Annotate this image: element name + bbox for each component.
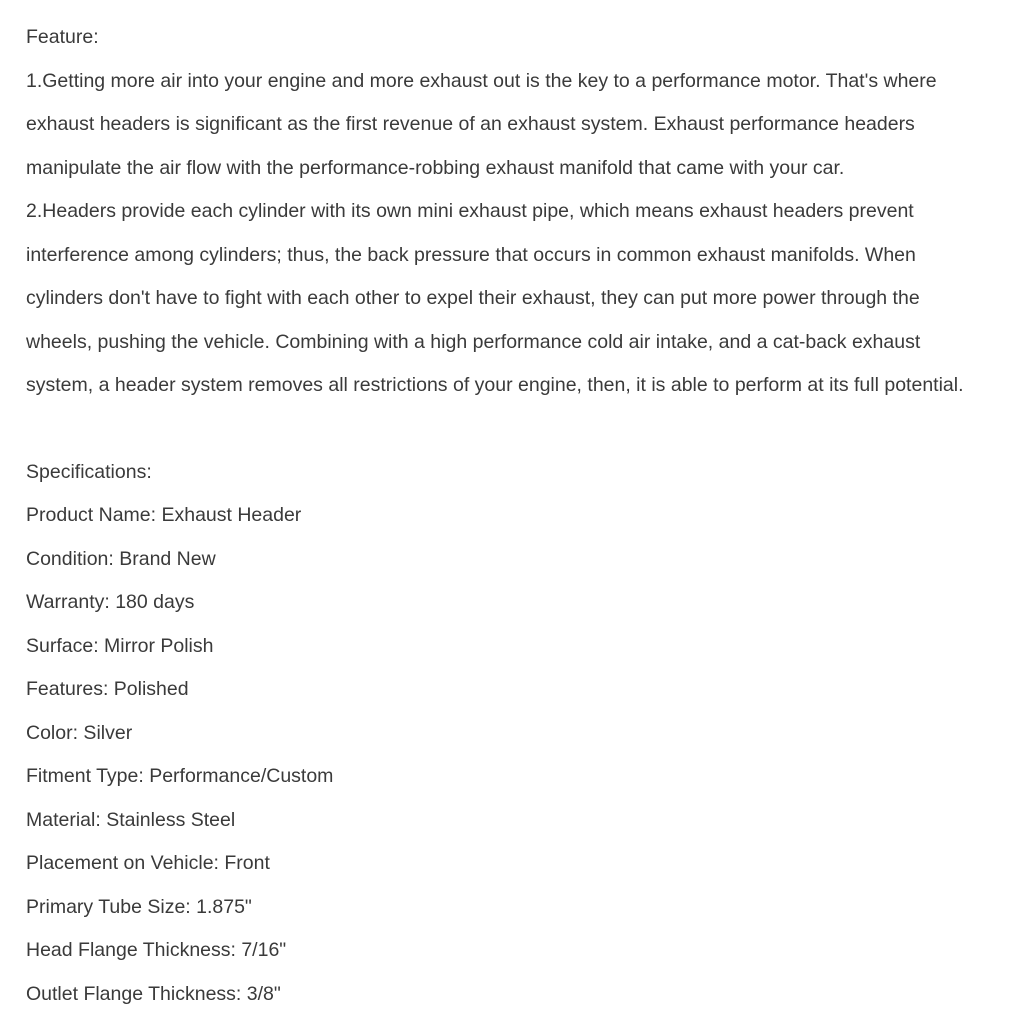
spec-item-primary-tube-size: Primary Tube Size: 1.875" bbox=[26, 895, 252, 918]
section-spacer bbox=[26, 408, 988, 451]
spec-item-head-flange-thickness: Head Flange Thickness: 7/16" bbox=[26, 939, 287, 961]
specifications-list bbox=[26, 494, 988, 1016]
feature-paragraph-1: 1.Getting more air into your engine and more exhaust out is the key to a performance motor. That's where exhaust headers is significant as the first revenue of an exhaust system. Exhaust performance headers manipulate the air flow with the performance-robbing exhaust manifold that came with your car. bbox=[26, 69, 943, 179]
spec-item-product-name: Product Name: Exhaust Header bbox=[26, 504, 302, 526]
spec-item-outlet-flange-thickness: Outlet Flange Thickness: 3/8" bbox=[26, 982, 281, 1005]
feature-paragraph-2: 2.Headers provide each cylinder with its own mini exhaust pipe, which means exhaust headers prevent interference among cylinders; thus, the back pressure that occurs in common exhaust manifolds. When cylinders don't have to fight with each other to expel their exhaust, they can put more power through the wheels, pushing the vehicle. Combining with a high performance cold air intake, and a cat-back exhaust system, a header system removes all restrictions of your engine, then, it is able to perform at its full potential. bbox=[26, 200, 964, 396]
feature-heading: Feature: bbox=[26, 26, 99, 48]
spec-item-placement-on-vehicle: Placement on Vehicle: Front bbox=[26, 852, 270, 874]
spec-item-condition: Condition: Brand New bbox=[26, 547, 216, 570]
spec-item-material: Material: Stainless Steel bbox=[26, 808, 236, 831]
spec-item-warranty: Warranty: 180 days bbox=[26, 591, 195, 613]
spec-item-surface: Surface: Mirror Polish bbox=[26, 634, 214, 657]
spec-item-fitment-type: Fitment Type: Performance/Custom bbox=[26, 765, 334, 787]
specifications-heading: Specifications: bbox=[26, 460, 152, 483]
spec-item-features: Features: Polished bbox=[26, 678, 189, 700]
spec-item-color: Color: Silver bbox=[26, 721, 133, 744]
